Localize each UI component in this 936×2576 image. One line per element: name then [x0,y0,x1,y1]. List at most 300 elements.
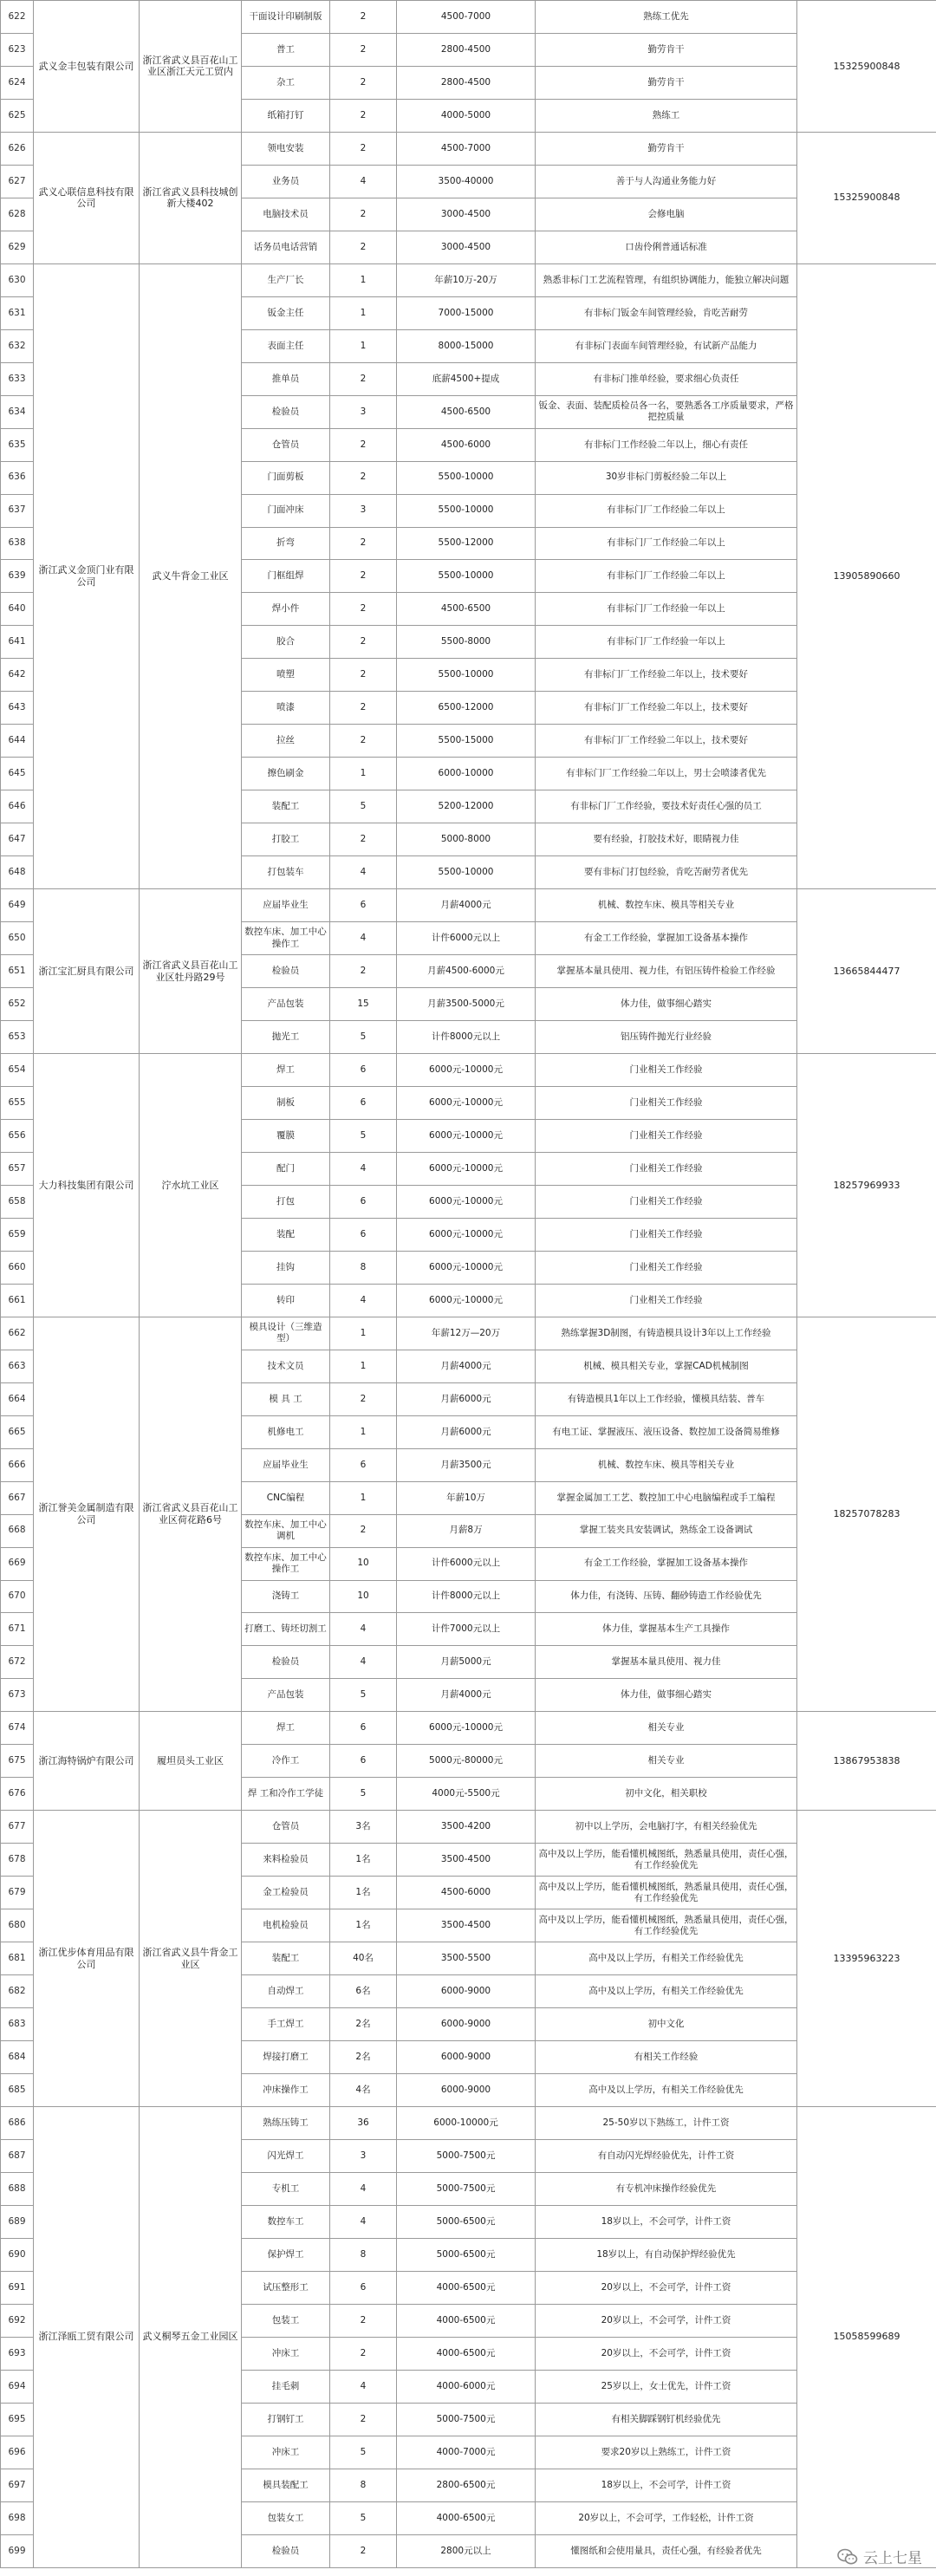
table-row [1,132,936,165]
salary: 5000-6500元 [397,2238,536,2271]
headcount: 5 [330,1679,397,1712]
requirements: 勤劳肯干 [536,132,797,165]
salary: 6000-10000 [397,758,536,790]
requirements: 掌握基本量具使用、视力佳，有铝压铸件检验工作经验 [536,955,797,988]
row-number: 696 [1,2436,34,2469]
salary: 5500-8000 [397,626,536,659]
row-number: 691 [1,2271,34,2304]
salary: 5500-15000 [397,725,536,758]
requirements: 熟练工 [536,99,797,132]
headcount: 6 [330,1712,397,1745]
row-number: 639 [1,560,34,593]
job-title: 焊小件 [242,593,330,626]
row-number: 648 [1,856,34,889]
headcount: 2 [330,2337,397,2370]
salary: 5500-12000 [397,527,536,560]
job-title: 模 具 工 [242,1382,330,1415]
company-address: 浙江省武义县百花山工业区浙江天元工贸内 [140,1,242,133]
requirements: 熟练掌握3D制图，有铸造模具设计3年以上工作经验 [536,1317,797,1350]
headcount: 6 [330,1218,397,1251]
salary: 7000-15000 [397,296,536,329]
table-row [1,889,936,922]
headcount: 2 [330,132,397,165]
headcount: 4 [330,2205,397,2238]
headcount: 2名 [330,2008,397,2041]
job-title: 推单员 [242,362,330,395]
job-title: 数控车床、加工中心操作工 [242,922,330,955]
salary: 8000-15000 [397,329,536,362]
headcount: 4 [330,1613,397,1646]
requirements: 勤劳肯干 [536,33,797,66]
job-title: 干面设计印刷制版 [242,1,330,34]
salary: 4000-6500元 [397,2271,536,2304]
requirements: 初中文化 [536,2008,797,2041]
requirements: 高中及以上学历，能看懂机械图纸，熟悉量具使用，责任心强，有工作经验优先 [536,1909,797,1942]
salary: 4500-6000 [397,428,536,461]
row-number: 661 [1,1284,34,1317]
headcount: 2 [330,659,397,692]
salary: 6000元-10000元 [397,1712,536,1745]
job-title: 门框组焊 [242,560,330,593]
requirements: 相关专业 [536,1712,797,1745]
row-number: 647 [1,823,34,856]
job-title: 来料检验员 [242,1844,330,1877]
row-number: 686 [1,2107,34,2140]
job-title: 表面主任 [242,329,330,362]
contact-phone: 15058599689 [797,2107,936,2568]
row-number: 688 [1,2172,34,2205]
row-number: 659 [1,1218,34,1251]
requirements: 有非标门工作经验二年以上，细心有责任 [536,428,797,461]
job-title: 配门 [242,1152,330,1185]
row-number: 662 [1,1317,34,1350]
row-number: 625 [1,99,34,132]
requirements: 门业相关工作经验 [536,1152,797,1185]
salary: 5000-8000 [397,823,536,856]
row-number: 622 [1,1,34,34]
salary: 4500-6500 [397,395,536,428]
row-number: 635 [1,428,34,461]
requirements: 有非标门钣金车间管理经验，肯吃苦耐劳 [536,296,797,329]
contact-phone: 13905890660 [797,263,936,888]
job-title: 电机检验员 [242,1909,330,1942]
row-number: 677 [1,1811,34,1844]
company-name: 浙江海特锅炉有限公司 [34,1712,140,1811]
requirements: 门业相关工作经验 [536,1119,797,1152]
headcount: 2 [330,362,397,395]
salary: 计件6000元以上 [397,922,536,955]
salary: 6000元-10000元 [397,1251,536,1284]
headcount: 2 [330,461,397,494]
company-name: 浙江宝汇厨具有限公司 [34,889,140,1054]
headcount: 2 [330,231,397,263]
requirements: 体力佳，做事细心踏实 [536,1679,797,1712]
salary: 年薪10万 [397,1481,536,1514]
requirements: 门业相关工作经验 [536,1054,797,1087]
salary: 5000-7500元 [397,2172,536,2205]
row-number: 673 [1,1679,34,1712]
salary: 4000-5000 [397,99,536,132]
contact-phone: 15325900848 [797,1,936,133]
requirements: 要有非标门打包经验，肯吃苦耐劳者优先 [536,856,797,889]
row-number: 690 [1,2238,34,2271]
salary: 5000-6500元 [397,2205,536,2238]
requirements: 门业相关工作经验 [536,1185,797,1218]
requirements: 有非标门厂工作经验二年以上，技术要好 [536,659,797,692]
salary: 6000-9000 [397,2074,536,2107]
salary: 5500-10000 [397,494,536,527]
headcount: 3 [330,2139,397,2172]
requirements: 要求20岁以上熟练工，计件工资 [536,2436,797,2469]
job-title: 数控车床、加工中心操作工 [242,1547,330,1580]
salary: 2800-6500元 [397,2469,536,2501]
requirements: 掌握工装夹具安装调试，熟练金工设备调试 [536,1514,797,1547]
company-address: 泞水坑工业区 [140,1054,242,1317]
row-number: 682 [1,1975,34,2008]
headcount: 2 [330,198,397,231]
job-title: 焊 工和冷作工学徒 [242,1778,330,1811]
salary: 6000-9000 [397,2041,536,2074]
headcount: 6 [330,2271,397,2304]
headcount: 2 [330,2403,397,2436]
company-name: 武义心联信息科技有限公司 [34,132,140,263]
job-title: 焊工 [242,1712,330,1745]
headcount: 40名 [330,1942,397,1975]
headcount: 2 [330,1382,397,1415]
salary: 3500-40000 [397,165,536,198]
headcount: 3 [330,494,397,527]
company-name: 浙江优步体育用品有限公司 [34,1811,140,2107]
job-title: 包装女工 [242,2501,330,2534]
headcount: 2 [330,2304,397,2337]
row-number: 664 [1,1382,34,1415]
row-number: 651 [1,955,34,988]
salary: 3000-4500 [397,231,536,263]
job-title: 模具设计（三维造型） [242,1317,330,1350]
requirements: 要有经验，打胶技术好，眼睛视力佳 [536,823,797,856]
headcount: 2 [330,1,397,34]
requirements: 机械、模具相关专业，掌握CAD机械制图 [536,1350,797,1382]
contact-phone: 13867953838 [797,1712,936,1811]
row-number: 681 [1,1942,34,1975]
job-title: 打包 [242,1185,330,1218]
headcount: 2 [330,823,397,856]
row-number: 669 [1,1547,34,1580]
requirements: 18岁以上，不会可学，计件工资 [536,2205,797,2238]
salary: 月薪5000元 [397,1646,536,1679]
salary: 年薪10万-20万 [397,263,536,296]
row-number: 671 [1,1613,34,1646]
requirements: 20岁以上，不会可学，计件工资 [536,2337,797,2370]
salary: 3000-4500 [397,198,536,231]
requirements: 有电工证、掌握液压、液压设备、数控加工设备简易维修 [536,1415,797,1448]
job-title: 检验员 [242,955,330,988]
headcount: 1 [330,1350,397,1382]
job-title: 钣金主任 [242,296,330,329]
requirements: 高中及以上学历，能看懂机械图纸，熟悉量具使用，责任心强，有工作经验优先 [536,1877,797,1909]
row-number: 624 [1,66,34,99]
salary: 3500-4500 [397,1844,536,1877]
job-title: 擦色刷金 [242,758,330,790]
headcount: 5 [330,1021,397,1054]
requirements: 掌握基本量具使用、视力佳 [536,1646,797,1679]
row-number: 623 [1,33,34,66]
salary: 4000-6500元 [397,2501,536,2534]
row-number: 640 [1,593,34,626]
row-number: 660 [1,1251,34,1284]
requirements: 初中以上学历，会电脑打字，有相关经验优先 [536,1811,797,1844]
requirements: 懂图纸和会使用量具，责任心强，有经验者优先 [536,2534,797,2567]
requirements: 机械、数控车床、模具等相关专业 [536,1448,797,1481]
headcount: 2 [330,99,397,132]
job-title: 抛光工 [242,1021,330,1054]
salary: 3500-4200 [397,1811,536,1844]
requirements: 30岁非标门剪板经验二年以上 [536,461,797,494]
headcount: 8 [330,2469,397,2501]
headcount: 6 [330,1745,397,1778]
requirements: 体力佳，掌握基本生产工具操作 [536,1613,797,1646]
salary: 月薪8万 [397,1514,536,1547]
headcount: 2 [330,66,397,99]
requirements: 有专机冲床操作经验优先 [536,2172,797,2205]
job-title: 检验员 [242,395,330,428]
row-number: 646 [1,790,34,823]
headcount: 36 [330,2107,397,2140]
job-title: 覆膜 [242,1119,330,1152]
headcount: 5 [330,790,397,823]
salary: 5500-10000 [397,659,536,692]
job-title: 话务员电话营销 [242,231,330,263]
headcount: 4 [330,1152,397,1185]
requirements: 有非标门推单经验，要求细心负责任 [536,362,797,395]
salary: 5500-10000 [397,856,536,889]
job-title: 挂毛刺 [242,2370,330,2403]
requirements: 相关专业 [536,1745,797,1778]
row-number: 666 [1,1448,34,1481]
table-row [1,263,936,296]
company-name: 大力科技集团有限公司 [34,1054,140,1317]
job-title: 机修电工 [242,1415,330,1448]
job-title: 检验员 [242,2534,330,2567]
company-address: 浙江省武义县牛背金工业区 [140,1811,242,2107]
requirements: 熟悉非标门工艺流程管理，有组织协调能力，能独立解决问题 [536,263,797,296]
headcount: 4 [330,1284,397,1317]
row-number: 697 [1,2469,34,2501]
headcount: 5 [330,1119,397,1152]
job-title: 冷作工 [242,1745,330,1778]
row-number: 650 [1,922,34,955]
row-number: 665 [1,1415,34,1448]
row-number: 641 [1,626,34,659]
salary: 6000-10000元 [397,2107,536,2140]
requirements: 有非标门厂工作经验，要技术好责任心强的员工 [536,790,797,823]
job-title: 挂钩 [242,1251,330,1284]
salary: 5000-7500元 [397,2403,536,2436]
headcount: 2 [330,2534,397,2567]
company-name: 浙江泽瓯工贸有限公司 [34,2107,140,2568]
job-title: 转印 [242,1284,330,1317]
row-number: 670 [1,1580,34,1613]
headcount: 1名 [330,1844,397,1877]
headcount: 1 [330,263,397,296]
salary: 2800元以上 [397,2534,536,2567]
row-number: 632 [1,329,34,362]
headcount: 1 [330,296,397,329]
row-number: 687 [1,2139,34,2172]
headcount: 6 [330,1185,397,1218]
requirements: 有相关工作经验 [536,2041,797,2074]
row-number: 679 [1,1877,34,1909]
row-number: 693 [1,2337,34,2370]
row-number: 675 [1,1745,34,1778]
row-number: 644 [1,725,34,758]
requirements: 有非标门厂工作经验二年以上 [536,527,797,560]
headcount: 4 [330,165,397,198]
headcount: 2 [330,1514,397,1547]
requirements: 25-50岁以下熟练工，计件工资 [536,2107,797,2140]
row-number: 680 [1,1909,34,1942]
salary: 月薪4500-6000元 [397,955,536,988]
job-title: 模具装配工 [242,2469,330,2501]
job-title: 装配工 [242,1942,330,1975]
contact-phone: 13665844477 [797,889,936,1054]
row-number: 684 [1,2041,34,2074]
job-title: 数控车床、加工中心调机 [242,1514,330,1547]
salary: 计件8000元以上 [397,1580,536,1613]
job-title: 冲床操作工 [242,2074,330,2107]
salary: 月薪3500元 [397,1448,536,1481]
row-number: 627 [1,165,34,198]
job-title: 杂工 [242,66,330,99]
company-address: 武义桐琴五金工业园区 [140,2107,242,2568]
requirements: 有非标门厂工作经验二年以上 [536,560,797,593]
headcount: 2 [330,527,397,560]
requirements: 门业相关工作经验 [536,1086,797,1119]
row-number: 685 [1,2074,34,2107]
headcount: 2 [330,33,397,66]
row-number: 692 [1,2304,34,2337]
headcount: 6 [330,889,397,922]
job-title: 检验员 [242,1646,330,1679]
row-number: 645 [1,758,34,790]
row-number: 638 [1,527,34,560]
salary: 3500-5500 [397,1942,536,1975]
headcount: 2 [330,692,397,725]
table-row [1,1054,936,1087]
requirements: 有非标门表面车间管理经验，有试新产品能力 [536,329,797,362]
row-number: 667 [1,1481,34,1514]
contact-phone: 15325900848 [797,132,936,263]
company-address: 浙江省武义县百花山工业区牡丹路29号 [140,889,242,1054]
row-number: 657 [1,1152,34,1185]
table-row [1,2107,936,2140]
job-title: 普工 [242,33,330,66]
headcount: 2 [330,626,397,659]
salary: 6000元-10000元 [397,1054,536,1087]
job-title: 保护焊工 [242,2238,330,2271]
headcount: 5 [330,2501,397,2534]
headcount: 1 [330,1317,397,1350]
requirements: 善于与人沟通业务能力好 [536,165,797,198]
row-number: 636 [1,461,34,494]
headcount: 4 [330,1646,397,1679]
job-title: 应届毕业生 [242,1448,330,1481]
requirements: 勤劳肯干 [536,66,797,99]
row-number: 654 [1,1054,34,1087]
watermark [837,2546,922,2567]
headcount: 4名 [330,2074,397,2107]
salary: 6000-9000 [397,2008,536,2041]
headcount: 3 [330,395,397,428]
job-title: 数控车工 [242,2205,330,2238]
row-number: 699 [1,2534,34,2567]
salary: 计件6000元以上 [397,1547,536,1580]
headcount: 4 [330,856,397,889]
row-number: 695 [1,2403,34,2436]
headcount: 4 [330,2172,397,2205]
salary: 月薪6000元 [397,1382,536,1415]
salary: 5500-10000 [397,461,536,494]
row-number: 658 [1,1185,34,1218]
job-title: 领电安装 [242,132,330,165]
job-title: 冲床工 [242,2337,330,2370]
headcount: 6 [330,1086,397,1119]
salary: 6000元-10000元 [397,1284,536,1317]
headcount: 1 [330,758,397,790]
requirements: 25岁以上，女士优先，计件工资 [536,2370,797,2403]
row-number: 649 [1,889,34,922]
salary: 6500-12000 [397,692,536,725]
salary: 年薪12万—20万 [397,1317,536,1350]
job-title: 试压整形工 [242,2271,330,2304]
requirements: 有非标门厂工作经验二年以上，男士会喷漆者优先 [536,758,797,790]
table-row [1,1,936,34]
headcount: 2名 [330,2041,397,2074]
requirements: 有金工工作经验，掌握加工设备基本操作 [536,922,797,955]
row-number: 694 [1,2370,34,2403]
salary: 5200-12000 [397,790,536,823]
row-number: 631 [1,296,34,329]
row-number: 629 [1,231,34,263]
headcount: 2 [330,560,397,593]
row-number: 672 [1,1646,34,1679]
row-number: 637 [1,494,34,527]
requirements: 会修电脑 [536,198,797,231]
job-title: 打胶工 [242,823,330,856]
job-title: 熟练压铸工 [242,2107,330,2140]
requirements: 有自动闪光焊经验优先，计件工资 [536,2139,797,2172]
salary: 月薪6000元 [397,1415,536,1448]
job-title: 喷漆 [242,692,330,725]
salary: 6000元-10000元 [397,1185,536,1218]
row-number: 683 [1,2008,34,2041]
salary: 4000元-5500元 [397,1778,536,1811]
job-title: 拉丝 [242,725,330,758]
table-row [1,1317,936,1350]
job-title: 闪光焊工 [242,2139,330,2172]
headcount: 2 [330,725,397,758]
company-name: 浙江武义金顶门业有限公司 [34,263,140,888]
row-number: 668 [1,1514,34,1547]
requirements: 有金工工作经验，掌握加工设备基本操作 [536,1547,797,1580]
requirements: 高中及以上学历，有相关工作经验优先 [536,1942,797,1975]
headcount: 1名 [330,1877,397,1909]
job-title: 打钢钉工 [242,2403,330,2436]
job-title: 产品包装 [242,988,330,1021]
requirements: 口齿伶俐普通话标准 [536,231,797,263]
salary: 4000-6500元 [397,2337,536,2370]
company-name: 武义金丰包装有限公司 [34,1,140,133]
